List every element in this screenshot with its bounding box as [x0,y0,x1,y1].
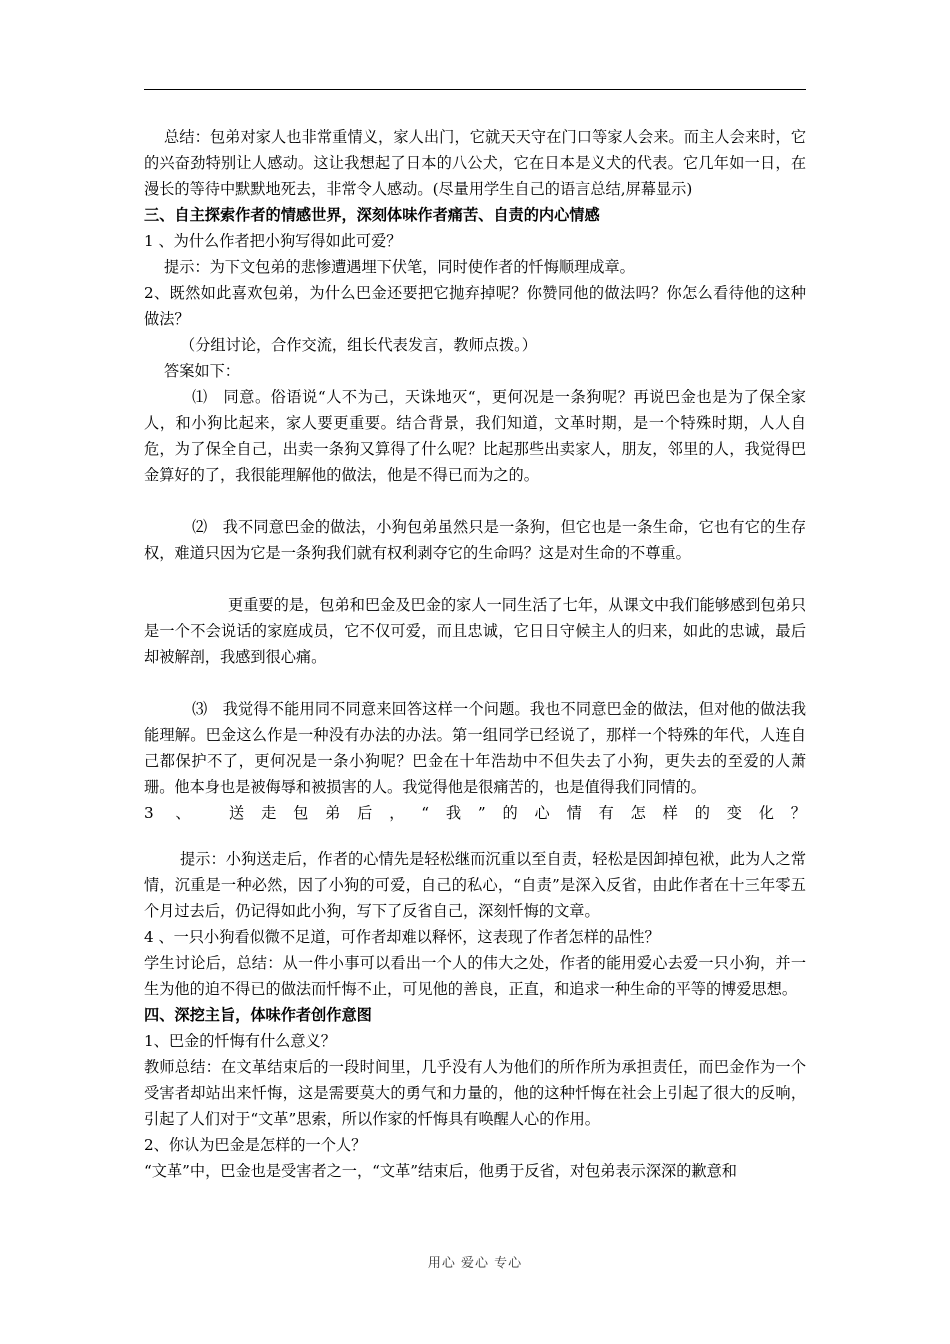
section-heading-4: 四、深挖主旨，体味作者创作意图 [144,1006,372,1024]
answer-2-continued: 更重要的是，包弟和巴金及巴金的家人一同生活了七年，从课文中我们能够感到包弟只是一个不会说话的家庭成员，它不仅可爱，而且忠诚，它日日守候主人的归来，如此的忠诚，最后却被解剖，我感到很心痛。 [144,596,806,666]
section-4-question-1: 1、巴金的忏悔有什么意义？ [144,1032,336,1050]
question-1: 1 、为什么作者把小狗写得如此可爱？ [144,232,402,250]
summary-paragraph: 总结：包弟对家人也非常重情义，家人出门，它就天天守在门口等家人会来。而主人会来时，它的兴奋劲特别让人感动。这让我想起了日本的八公犬，它在日本是义犬的代表。它几年如一日，在漫长的等待中默默地死去，非常令人感动。(尽量用学生自己的语言总结,屏幕显示) [144,128,806,198]
question-2-answer-label: 答案如下： [164,362,240,380]
section-4-question-1-summary: 教师总结：在文革结束后的一段时间里，几乎没有人为他们的所作所为承担责任，而巴金作为一个受害者却站出来忏悔，这是需要莫大的勇气和力量的，他的这种忏悔在社会上引起了很大的反响，引起了人们对于“文革”思索，所以作家的忏悔具有唤醒人心的作用。 [144,1058,806,1128]
question-4: 4 、一只小狗看似微不足道，可作者却难以释怀，这表现了作者怎样的品性？ [144,928,660,946]
page-footer: 用心 爱心 专心 [427,1256,523,1271]
question-1-hint: 提示：为下文包弟的悲惨遭遇埋下伏笔，同时使作者的忏悔顺理成章。 [164,258,635,276]
section-4-question-2-text: “文革”中，巴金也是受害者之一，“文革”结束后，他勇于反省，对包弟表示深深的歉意和 [144,1162,737,1180]
question-2-method: （分组讨论，合作交流，组长代表发言，教师点拨。） [180,336,537,354]
question-3: 3 、 送走包弟后，“我”的心情有怎样的变化？ [144,804,806,822]
answer-3: ⑶ 我觉得不能用同不同意来回答这样一个问题。我也不同意巴金的做法，但对他的做法我能理解。巴金这么作是一种没有办法的办法。第一组同学已经说了，那样一个特殊的年代，人连自己都保护不了，更何况是一条小狗呢？巴金在十年浩劫中不但失去了小狗，更失去的至爱的人萧珊。他本身也是被侮辱和被损害的人。我觉得他是很痛苦的，也是值得我们同情的。 [144,700,806,796]
question-2: 2、既然如此喜欢包弟，为什么巴金还要把它抛弃掉呢？你赞同他的做法吗？你怎么看待他的这种做法？ [144,284,806,328]
section-heading-3: 三、自主探索作者的情感世界，深刻体味作者痛苦、自责的内心情感 [144,206,600,224]
answer-1: ⑴ 同意。俗语说“人不为己，天诛地灭“，更何况是一条狗呢？再说巴金也是为了保全家人，和小狗比起来，家人要更重要。结合背景，我们知道，文革时期，是一个特殊时期，人人自危，为了保全自己，出卖一条狗又算得了什么呢？比起那些出卖家人，朋友，邻里的人，我觉得巴金算好的了，我很能理解他的做法，他是不得已而为之的。 [144,388,806,484]
section-4-question-2: 2、你认为巴金是怎样的一个人？ [144,1136,367,1154]
question-3-hint: 提示：小狗送走后，作者的心情先是轻松继而沉重以至自责，轻松是因卸掉包袱，此为人之常情，沉重是一种必然，因了小狗的可爱，自己的私心，“自责”是深入反省，由此作者在十三年零五个月过去后，仍记得如此小狗，写下了反省自己，深刻忏悔的文章。 [144,850,806,920]
answer-2: ⑵ 我不同意巴金的做法，小狗包弟虽然只是一条狗，但它也是一条生命，它也有它的生存权，难道只因为它是一条狗我们就有权利剥夺它的生命吗？这是对生命的不尊重。 [144,518,806,562]
document-body [144,124,806,1184]
header-rule [144,89,806,90]
question-4-summary: 学生讨论后，总结：从一件小事可以看出一个人的伟大之处，作者的能用爱心去爱一只小狗，并一生为他的迫不得已的做法而忏悔不止，可见他的善良，正直，和追求一种生命的平等的博爱思想。 [144,954,806,998]
